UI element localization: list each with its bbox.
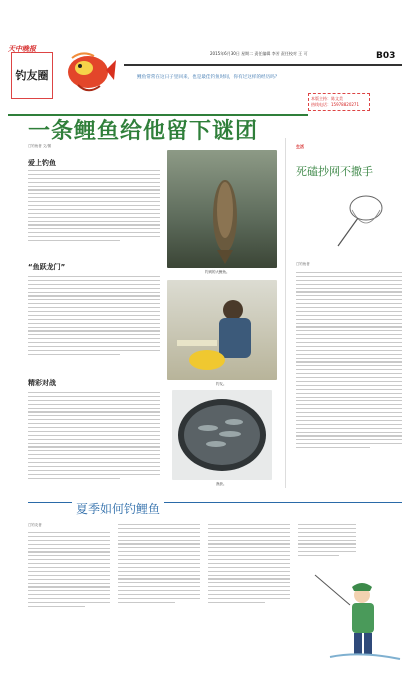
hotline-box	[308, 93, 370, 111]
bottom-col-1	[28, 532, 110, 610]
bottom-headline: 夏季如何钓鲤鱼	[72, 500, 164, 517]
main-headline: 一条鲤鱼给他留下谜团	[28, 119, 259, 144]
logo-text: 天中晚报	[8, 45, 36, 53]
article-body-1	[28, 170, 160, 244]
side-headline: 死磕抄网不撒手	[296, 165, 373, 178]
photo-carp	[167, 150, 277, 268]
tagline-text: 鲤鱼常常在这日子里回来，也是最佳钓鱼时间，你有过这样的经历吗？	[137, 75, 280, 80]
section2-title: “鱼跃龙门”	[28, 263, 66, 271]
hotline-label: 本版主持：陈文美	[311, 96, 343, 101]
photo-carp-caption: 钓到的大鲤鱼。	[205, 270, 230, 274]
column-divider	[285, 138, 286, 488]
side-kicker: 生活	[296, 144, 304, 149]
hotline-number: 热线电话：15978820271	[311, 102, 359, 107]
photo-catch	[172, 390, 272, 480]
landing-net-illustration	[330, 188, 390, 248]
photo-angler	[167, 280, 277, 380]
bottom-col-4	[298, 524, 356, 559]
column-name-box	[11, 52, 53, 99]
section3-title: 精彩对战	[28, 379, 56, 387]
page-number: B03	[376, 51, 396, 61]
bottom-col-3	[208, 524, 290, 606]
tagline-box	[137, 75, 287, 81]
angler-illustration	[310, 565, 405, 665]
section1-title: 爱上钓鱼	[28, 159, 56, 167]
date-line: 2015年6月30日 星期二 责任编辑 李芳 责任校对 王 可	[210, 51, 308, 56]
bottom-byline: □钓友者	[28, 523, 42, 527]
photo-angler-caption: 钓友。	[216, 382, 227, 386]
bottom-col-2	[118, 524, 200, 606]
column-name: 钓友圈	[15, 68, 49, 82]
article-body-2	[28, 276, 160, 358]
article-byline: □钓鱼者 文/图	[28, 144, 52, 148]
koi-fish-illustration	[58, 40, 118, 100]
side-byline: □钓鱼者	[296, 262, 310, 266]
article-body-3	[28, 392, 160, 481]
header-rule	[124, 64, 402, 66]
photo-catch-caption: 渔获。	[216, 482, 227, 486]
side-body	[296, 272, 402, 451]
